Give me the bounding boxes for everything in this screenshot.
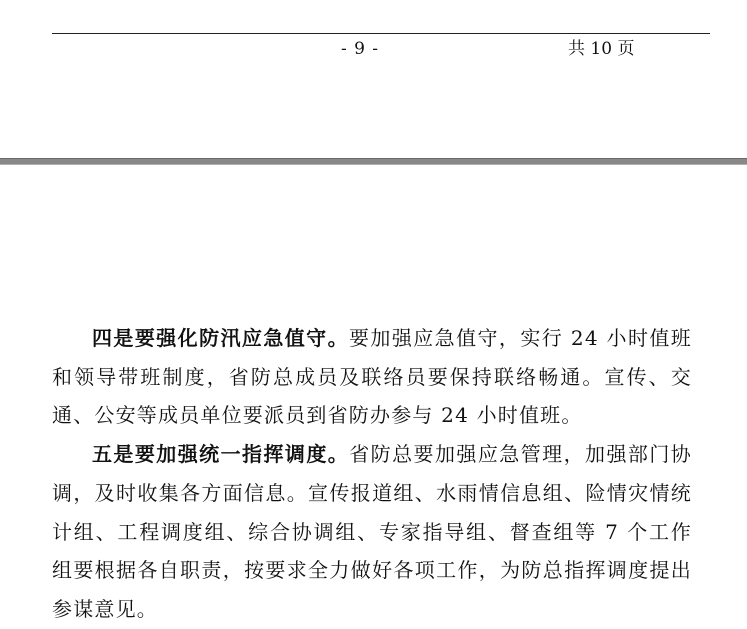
footer-divider [52, 33, 710, 34]
page-separator [0, 158, 747, 165]
paragraph-heading: 五是要加强统一指挥调度。 [92, 442, 350, 467]
previous-page-footer-area [0, 0, 747, 158]
paragraph-text: 省防总要加强应急管理，加强部门协调，及时收集各方面信息。宣传报道组、水雨情信息组、险情灾情统计组、工程调度组、综合协调组、专家指导组、督查组等 7 个工作组要根据各自职责，按要求全力做好各项工作，为防总指挥调度提出参谋意见。 [52, 442, 693, 621]
current-page [0, 165, 747, 623]
page-number: - 9 - [340, 39, 380, 59]
page-total: 共 10 页 [568, 39, 635, 59]
paragraph-emergency-duty [52, 319, 692, 435]
paragraph-text: 要加强应急值守，实行 24 小时值班和领导带班制度，省防总成员及联络员要保持联络畅通。宣传、交通、公安等成员单位要派员到省防办参与 24 小时值班。 [52, 326, 693, 428]
paragraph-heading: 四是要强化防汛应急值守。 [92, 326, 349, 350]
document-body [52, 319, 692, 629]
paragraph-command-dispatch [52, 435, 692, 629]
